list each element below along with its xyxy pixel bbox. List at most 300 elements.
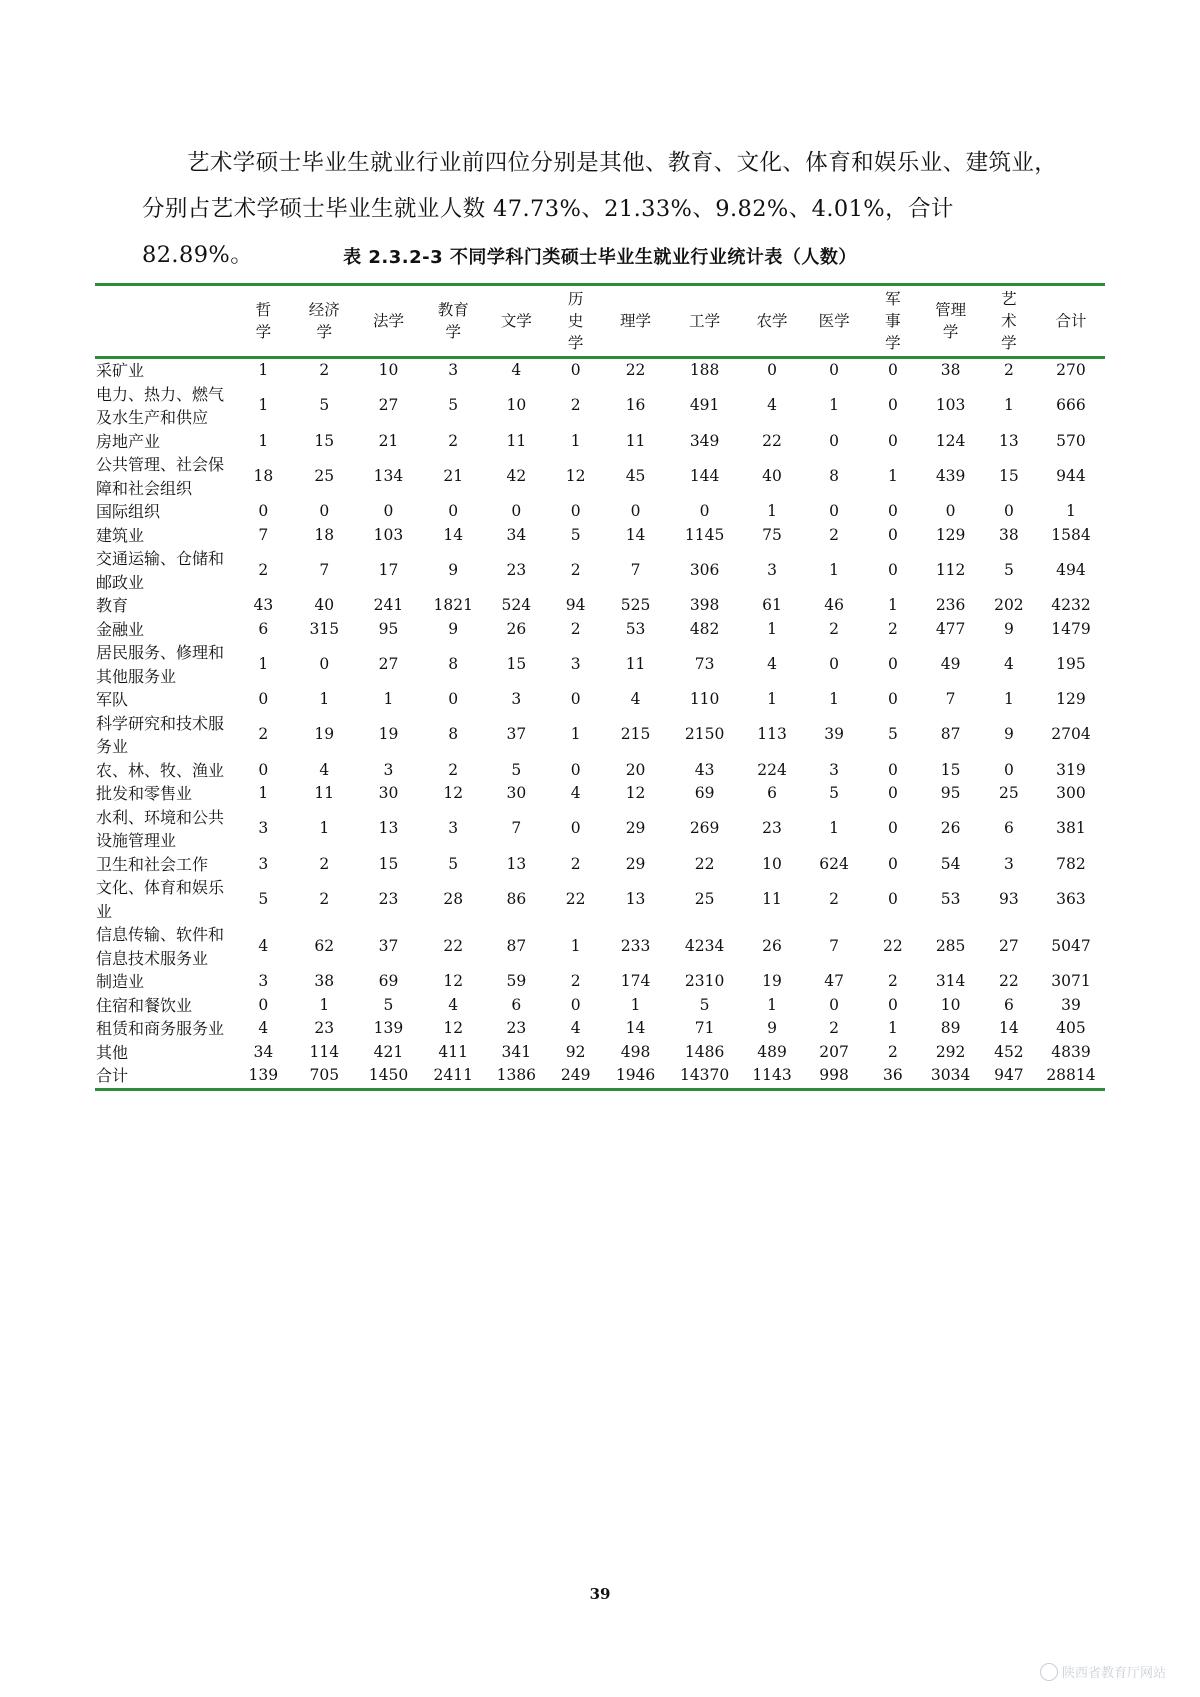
- count-cell: 5047: [1051, 936, 1091, 955]
- count-cell: 139: [248, 1066, 279, 1084]
- count-cell: 15: [378, 854, 399, 873]
- industry-name-cell: 交通运输、仓储和邮政业: [96, 549, 225, 592]
- count-cell: 5: [448, 396, 459, 415]
- count-cell: 73: [694, 654, 715, 673]
- count-cell: 1: [258, 361, 269, 379]
- count-cell: 3: [511, 690, 522, 708]
- page-number: 39: [589, 1585, 611, 1603]
- count-cell: 0: [887, 431, 898, 450]
- count-cell: 525: [620, 596, 651, 614]
- count-cell: 314: [935, 972, 966, 990]
- column-header: 文学: [500, 312, 532, 330]
- count-cell: 0: [258, 690, 269, 708]
- count-cell: 1: [570, 431, 581, 450]
- count-cell: 25: [999, 784, 1019, 802]
- count-cell: 38: [314, 972, 335, 990]
- count-cell: 6: [511, 995, 522, 1014]
- count-cell: 0: [258, 760, 269, 779]
- count-cell: 494: [1056, 560, 1086, 579]
- count-cell: 7: [829, 936, 840, 955]
- count-cell: 14: [999, 1019, 1019, 1037]
- count-cell: 0: [829, 502, 840, 520]
- count-cell: 0: [887, 889, 898, 908]
- count-cell: 42: [506, 466, 527, 485]
- count-cell: 4232: [1051, 596, 1091, 614]
- count-cell: 2: [319, 854, 330, 873]
- table-row: [95, 383, 1105, 430]
- count-cell: 25: [314, 466, 335, 485]
- count-cell: 13: [625, 889, 646, 908]
- count-cell: 0: [448, 502, 459, 520]
- count-cell: 2: [319, 889, 330, 908]
- count-cell: 5: [1003, 560, 1014, 579]
- count-cell: 11: [314, 784, 335, 802]
- table-row: [95, 970, 1105, 994]
- count-cell: 1: [767, 619, 777, 638]
- count-cell: 49: [940, 654, 961, 673]
- industry-name-cell: 公共管理、社会保障和社会组织: [96, 455, 225, 498]
- count-cell: 0: [570, 361, 581, 379]
- industry-name-cell: 采矿业: [96, 361, 145, 380]
- column-header: 管理 学: [935, 301, 967, 341]
- count-cell: 0: [945, 502, 956, 520]
- count-cell: 61: [762, 596, 782, 614]
- count-cell: 93: [999, 889, 1019, 908]
- count-cell: 37: [506, 725, 527, 744]
- count-cell: 87: [506, 936, 527, 955]
- watermark: [1040, 1662, 1166, 1681]
- count-cell: 15: [506, 654, 527, 673]
- count-cell: 18: [253, 466, 274, 485]
- count-cell: 202: [994, 596, 1024, 614]
- count-cell: 15: [314, 431, 335, 450]
- count-cell: 1: [319, 690, 330, 708]
- count-cell: 15: [999, 466, 1019, 485]
- count-cell: 2: [887, 1042, 898, 1061]
- count-cell: 341: [501, 1042, 532, 1061]
- count-cell: 1584: [1051, 525, 1091, 544]
- count-cell: 23: [506, 560, 527, 579]
- count-cell: 3: [258, 854, 269, 873]
- count-cell: 498: [620, 1042, 651, 1061]
- count-cell: 5: [258, 889, 269, 908]
- count-cell: 489: [757, 1042, 787, 1061]
- count-cell: 4: [570, 784, 581, 802]
- count-cell: 17: [378, 560, 399, 579]
- count-cell: 7: [258, 525, 269, 544]
- count-cell: 11: [625, 431, 646, 450]
- count-cell: 1: [258, 431, 269, 450]
- count-cell: 2: [829, 1019, 840, 1037]
- count-cell: 7: [319, 560, 330, 579]
- count-cell: 1: [1003, 690, 1014, 708]
- count-cell: 1: [570, 936, 581, 955]
- table-caption: 表 2.3.2-3 不同学科门类硕士毕业生就业行业统计表（人数）: [343, 247, 857, 268]
- table-body: [95, 358, 1105, 1090]
- count-cell: 0: [383, 502, 394, 520]
- count-cell: 103: [935, 396, 966, 415]
- count-cell: 18: [314, 525, 335, 544]
- count-cell: 11: [506, 431, 527, 450]
- count-cell: 306: [689, 560, 720, 579]
- count-cell: 2: [570, 854, 581, 873]
- count-cell: 2: [570, 560, 581, 579]
- count-cell: 4: [258, 936, 269, 955]
- count-cell: 1386: [496, 1066, 537, 1084]
- industry-name-cell: 农、林、牧、渔业: [96, 760, 225, 780]
- count-cell: 59: [506, 972, 527, 990]
- count-cell: 1: [829, 690, 840, 708]
- count-cell: 34: [506, 525, 527, 544]
- count-cell: 26: [762, 936, 782, 955]
- count-cell: 46: [824, 596, 844, 614]
- industry-name-cell: 水利、环境和公共设施管理业: [96, 807, 225, 850]
- count-cell: 4: [570, 1019, 581, 1037]
- count-cell: 411: [438, 1042, 468, 1061]
- industry-name-cell: 电力、热力、燃气及水生产和供应: [96, 384, 225, 427]
- column-header: 军 事 学: [885, 290, 901, 352]
- count-cell: 241: [373, 596, 404, 614]
- count-cell: 174: [620, 972, 651, 990]
- count-cell: 6: [1003, 995, 1014, 1014]
- count-cell: 8: [829, 466, 840, 485]
- count-cell: 2: [570, 396, 581, 415]
- count-cell: 7: [945, 690, 956, 708]
- count-cell: 40: [314, 596, 335, 614]
- industry-name-cell: 建筑业: [96, 525, 145, 545]
- count-cell: 1: [630, 995, 641, 1014]
- count-cell: 5: [887, 725, 898, 744]
- table-row: [95, 759, 1105, 783]
- count-cell: 491: [689, 396, 720, 415]
- count-cell: 3: [258, 972, 269, 990]
- count-cell: 89: [940, 1019, 961, 1037]
- count-cell: 3: [1003, 854, 1014, 873]
- count-cell: 23: [314, 1019, 335, 1037]
- industry-name-cell: 教育: [96, 596, 129, 615]
- count-cell: 0: [887, 784, 898, 802]
- count-cell: 22: [883, 936, 903, 955]
- count-cell: 23: [506, 1019, 527, 1037]
- count-cell: 705: [309, 1066, 340, 1084]
- count-cell: 2411: [433, 1066, 473, 1084]
- count-cell: 1: [829, 819, 840, 838]
- count-cell: 398: [689, 596, 720, 614]
- count-cell: 4: [767, 654, 777, 673]
- count-cell: 1: [829, 396, 840, 415]
- count-cell: 195: [1056, 654, 1086, 673]
- count-cell: 1: [767, 995, 777, 1014]
- count-cell: 112: [935, 560, 966, 579]
- count-cell: 5: [511, 760, 522, 779]
- table-row: [95, 594, 1105, 618]
- count-cell: 1: [319, 995, 330, 1014]
- count-cell: 4234: [684, 936, 725, 955]
- count-cell: 2: [887, 619, 898, 638]
- count-cell: 3071: [1051, 972, 1091, 990]
- column-header: 艺 术 学: [1001, 290, 1017, 352]
- count-cell: 13: [999, 431, 1019, 450]
- count-cell: 26: [940, 819, 961, 838]
- count-cell: 5: [699, 995, 710, 1014]
- count-cell: 207: [819, 1042, 849, 1061]
- count-cell: 23: [762, 819, 782, 838]
- count-cell: 19: [762, 972, 782, 990]
- industry-name-cell: 合计: [96, 1066, 129, 1085]
- count-cell: 4: [319, 760, 330, 779]
- header-corner: [95, 285, 233, 358]
- count-cell: 7: [511, 819, 522, 838]
- count-cell: 2: [887, 972, 898, 990]
- count-cell: 39: [1061, 995, 1081, 1014]
- count-cell: 0: [570, 690, 581, 708]
- count-cell: 1450: [368, 1066, 409, 1084]
- count-cell: 27: [378, 396, 399, 415]
- count-cell: 54: [940, 854, 961, 873]
- count-cell: 6: [258, 619, 269, 638]
- industry-name-cell: 批发和零售业: [96, 784, 193, 803]
- count-cell: 2: [829, 525, 840, 544]
- count-cell: 1: [383, 690, 394, 708]
- count-cell: 1: [887, 466, 898, 485]
- column-header: 工学: [689, 312, 721, 330]
- count-cell: 22: [565, 889, 586, 908]
- count-cell: 1946: [615, 1066, 656, 1084]
- industry-name-cell: 科学研究和技术服务业: [96, 713, 225, 756]
- count-cell: 300: [1056, 784, 1086, 802]
- count-cell: 0: [829, 431, 840, 450]
- count-cell: 0: [570, 760, 581, 779]
- count-cell: 39: [824, 725, 844, 744]
- count-cell: 13: [506, 854, 527, 873]
- count-cell: 2310: [684, 972, 725, 990]
- count-cell: 103: [373, 525, 404, 544]
- table-row: [95, 712, 1105, 759]
- count-cell: 0: [887, 525, 898, 544]
- count-cell: 452: [994, 1042, 1024, 1061]
- count-cell: 524: [501, 596, 532, 614]
- count-cell: 92: [565, 1042, 586, 1061]
- count-cell: 28: [443, 889, 464, 908]
- count-cell: 36: [883, 1066, 903, 1084]
- count-cell: 10: [506, 396, 527, 415]
- column-header: 合计: [1055, 312, 1087, 330]
- count-cell: 0: [887, 396, 898, 415]
- count-cell: 0: [887, 995, 898, 1014]
- count-cell: 69: [378, 972, 399, 990]
- column-header: 历 史 学: [567, 290, 584, 352]
- count-cell: 0: [258, 502, 269, 520]
- count-cell: 0: [630, 502, 641, 520]
- count-cell: 1: [887, 1019, 898, 1037]
- count-cell: 30: [506, 784, 527, 802]
- count-cell: 624: [819, 854, 849, 873]
- count-cell: 0: [319, 654, 330, 673]
- count-cell: 224: [757, 760, 787, 779]
- count-cell: 944: [1056, 466, 1086, 485]
- count-cell: 113: [757, 725, 787, 744]
- count-cell: 0: [887, 760, 898, 779]
- count-cell: 53: [940, 889, 961, 908]
- industry-name-cell: 住宿和餐饮业: [96, 995, 193, 1015]
- count-cell: 269: [689, 819, 720, 838]
- table-row: [95, 524, 1105, 548]
- count-cell: 9: [1003, 725, 1014, 744]
- industry-name-cell: 文化、体育和娱乐业: [96, 878, 225, 921]
- count-cell: 439: [935, 466, 966, 485]
- industry-name-cell: 制造业: [96, 972, 145, 991]
- count-cell: 86: [506, 889, 527, 908]
- count-cell: 28814: [1046, 1066, 1096, 1084]
- count-cell: 2: [570, 972, 581, 990]
- count-cell: 22: [443, 936, 464, 955]
- count-cell: 5: [319, 396, 330, 415]
- count-cell: 0: [887, 819, 898, 838]
- count-cell: 22: [999, 972, 1019, 990]
- count-cell: 75: [762, 525, 782, 544]
- count-cell: 0: [887, 690, 898, 708]
- count-cell: 4: [258, 1019, 269, 1037]
- count-cell: 16: [625, 396, 646, 415]
- count-cell: 0: [829, 654, 840, 673]
- column-header: 理学: [620, 312, 652, 330]
- count-cell: 3: [258, 819, 269, 838]
- table-row: [95, 688, 1105, 712]
- table-row: [95, 1041, 1105, 1065]
- industry-name-cell: 其他: [96, 1042, 129, 1062]
- table-row: [95, 853, 1105, 877]
- count-cell: 292: [935, 1042, 966, 1061]
- count-cell: 1479: [1051, 619, 1091, 638]
- count-cell: 3: [448, 361, 459, 379]
- count-cell: 4: [448, 995, 459, 1014]
- count-cell: 29: [625, 819, 646, 838]
- table-row: [95, 876, 1105, 923]
- count-cell: 2: [258, 725, 269, 744]
- count-cell: 12: [443, 1019, 464, 1037]
- industry-name-cell: 租赁和商务服务业: [96, 1019, 225, 1038]
- count-cell: 62: [314, 936, 335, 955]
- count-cell: 0: [887, 502, 898, 520]
- count-cell: 38: [940, 361, 961, 379]
- count-cell: 5: [383, 995, 394, 1014]
- employment-industry-table: [95, 283, 1105, 1091]
- count-cell: 95: [378, 619, 399, 638]
- count-cell: 349: [689, 431, 720, 450]
- table-row: [95, 994, 1105, 1018]
- count-cell: 2: [448, 431, 459, 450]
- count-cell: 21: [378, 431, 399, 450]
- paragraph-text: 艺术学硕士毕业生就业行业前四位分别是其他、教育、文化、体育和娱乐业、建筑业，分别占艺术学硕士毕业生就业人数 47.73%、21.33%、9.82%、4.01%，合计 82.89%。: [142, 150, 1058, 268]
- count-cell: 1: [258, 396, 269, 415]
- count-cell: 6: [767, 784, 777, 802]
- count-cell: 666: [1056, 396, 1086, 415]
- count-cell: 4: [511, 361, 522, 379]
- count-cell: 43: [694, 760, 715, 779]
- count-cell: 1: [258, 654, 269, 673]
- industry-name-cell: 国际组织: [96, 502, 161, 521]
- count-cell: 482: [689, 619, 720, 638]
- watermark-text: 陕西省教育厅网站: [1062, 1666, 1167, 1681]
- count-cell: 8: [448, 725, 459, 744]
- count-cell: 27: [378, 654, 399, 673]
- column-header: 医学: [818, 312, 850, 330]
- count-cell: 9: [767, 1019, 777, 1037]
- count-cell: 2150: [684, 725, 725, 744]
- table-row: [95, 618, 1105, 642]
- column-header: 法学: [372, 312, 404, 330]
- count-cell: 10: [762, 854, 782, 873]
- circle-logo-icon: [1040, 1663, 1058, 1681]
- count-cell: 19: [378, 725, 399, 744]
- table-row: [95, 500, 1105, 524]
- count-cell: 25: [694, 889, 715, 908]
- count-cell: 9: [448, 560, 459, 579]
- count-cell: 2: [258, 560, 269, 579]
- industry-name-cell: 金融业: [96, 619, 145, 639]
- table-row: [95, 923, 1105, 970]
- count-cell: 2: [829, 889, 840, 908]
- count-cell: 570: [1056, 431, 1086, 450]
- count-cell: 114: [309, 1042, 340, 1061]
- count-cell: 0: [258, 995, 269, 1014]
- count-cell: 0: [1003, 760, 1014, 779]
- count-cell: 71: [694, 1019, 715, 1037]
- count-cell: 0: [887, 560, 898, 579]
- industry-name-cell: 房地产业: [96, 431, 161, 451]
- count-cell: 270: [1056, 361, 1086, 379]
- count-cell: 22: [694, 854, 715, 873]
- table-row: [95, 453, 1105, 500]
- count-cell: 40: [762, 466, 782, 485]
- count-cell: 29: [625, 854, 646, 873]
- count-cell: 14370: [679, 1066, 730, 1084]
- industry-name-cell: 信息传输、软件和信息技术服务业: [96, 925, 225, 968]
- count-cell: 249: [560, 1066, 591, 1084]
- table-row: [95, 430, 1105, 454]
- count-cell: 4: [767, 396, 777, 415]
- count-cell: 5: [448, 854, 459, 873]
- count-cell: 19: [314, 725, 335, 744]
- count-cell: 782: [1056, 854, 1086, 873]
- count-cell: 319: [1056, 760, 1086, 779]
- count-cell: 4: [1003, 654, 1014, 673]
- count-cell: 381: [1056, 819, 1086, 838]
- count-cell: 4: [630, 690, 641, 708]
- count-cell: 53: [625, 619, 646, 638]
- count-cell: 236: [935, 596, 966, 614]
- industry-name-cell: 卫生和社会工作: [96, 854, 209, 874]
- count-cell: 9: [448, 619, 459, 638]
- count-cell: 2704: [1051, 725, 1091, 744]
- table-header-row: [95, 285, 1105, 358]
- count-cell: 110: [689, 690, 720, 708]
- count-cell: 69: [694, 784, 715, 802]
- count-cell: 947: [994, 1066, 1024, 1084]
- count-cell: 20: [625, 760, 646, 779]
- column-header: 哲 学: [255, 301, 272, 341]
- count-cell: 129: [1056, 690, 1086, 708]
- count-cell: 3: [829, 760, 840, 779]
- count-cell: 0: [448, 690, 459, 708]
- table-row: [95, 806, 1105, 853]
- count-cell: 12: [565, 466, 586, 485]
- count-cell: 3034: [930, 1066, 971, 1084]
- table-row: [95, 547, 1105, 594]
- count-cell: 26: [506, 619, 527, 638]
- count-cell: 124: [935, 431, 966, 450]
- count-cell: 0: [1003, 502, 1014, 520]
